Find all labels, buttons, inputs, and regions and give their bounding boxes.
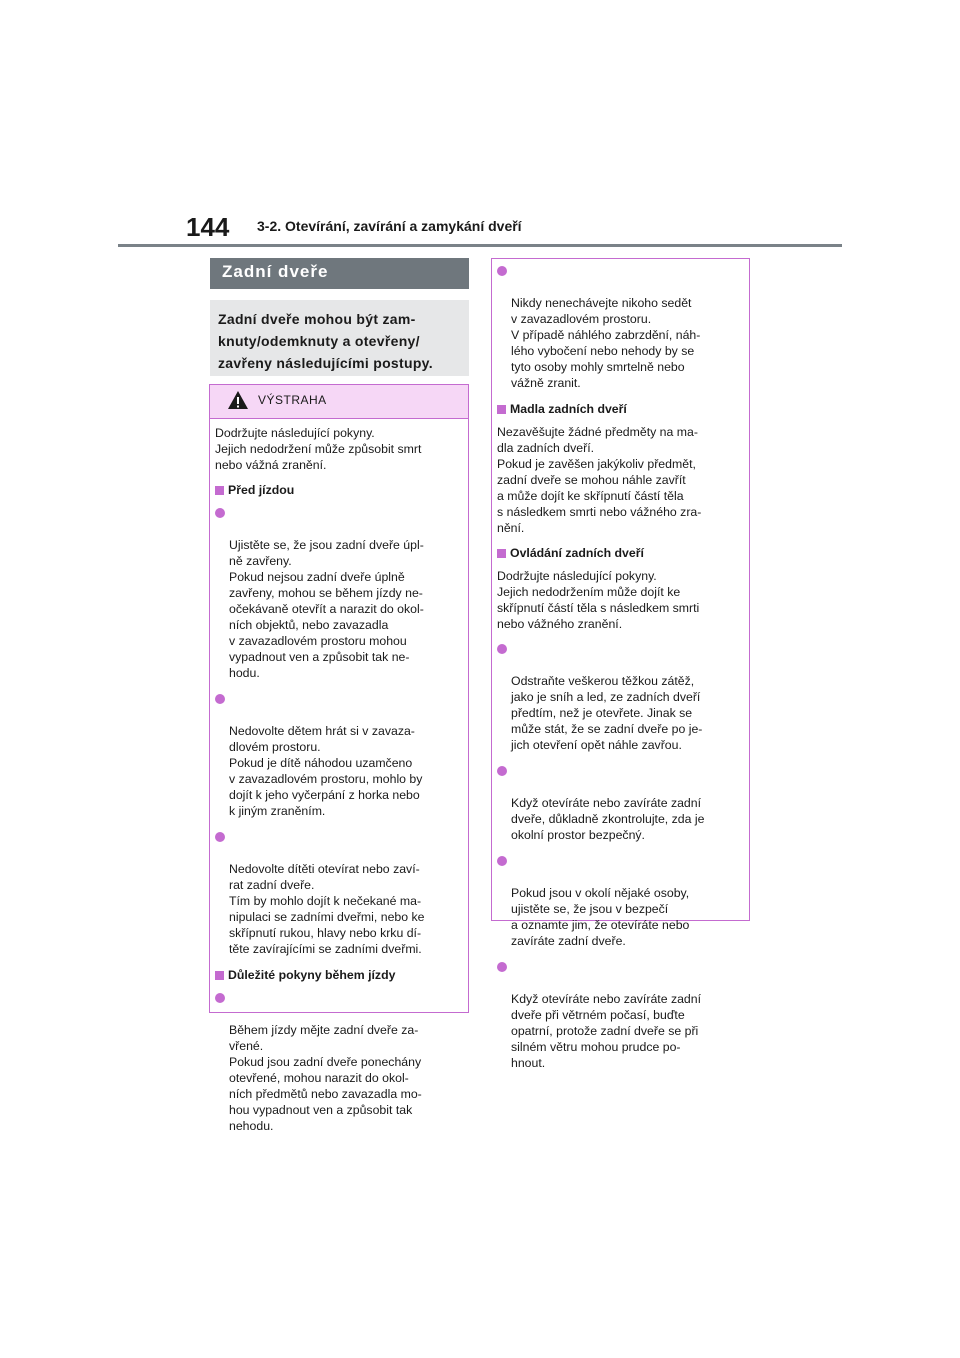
warning-content-continued: [497, 263, 743, 1081]
heading-text: Před jízdou: [228, 483, 295, 497]
header-divider: [118, 244, 842, 247]
section-title-bar: [210, 258, 469, 289]
warning-box: [209, 384, 469, 1133]
list-item-text: Odstraňte veškerou těžkou zátěž, jako je sníh a led, ze zadních dveří předtím, než je otevřete. Jinak se může stát, že se zadní dveře po je- jich otevření opět náhle zavřou.: [511, 674, 703, 752]
heading-text: Ovládání zadních dveří: [510, 546, 644, 560]
operation-text: Dodržujte následující pokyny. Jejich nedodržením může dojít ke skřípnutí částí těla s následkem smrti nebo vážného zranění.: [497, 569, 700, 631]
warning-triangle-icon: [227, 390, 249, 410]
circle-bullet-icon: [497, 644, 507, 654]
list-item: [215, 505, 462, 681]
circle-bullet-icon: [497, 766, 507, 776]
list-item: [215, 990, 462, 1134]
warning-header: [210, 385, 468, 419]
circle-bullet-icon: [215, 508, 225, 518]
circle-bullet-icon: [497, 856, 507, 866]
list-item: [215, 829, 462, 957]
heading-text: Madla zadních dveří: [510, 402, 627, 416]
section-intro: Zadní dveře mohou být zam- knuty/odemknuty a otevřeny/ zavřeny následujícími postupy.: [218, 311, 433, 371]
heading-handles: [497, 401, 743, 417]
warning-box-continued: [491, 258, 750, 1070]
circle-bullet-icon: [215, 694, 225, 704]
warning-label: VÝSTRAHA: [258, 393, 327, 407]
circle-bullet-icon: [497, 266, 507, 276]
list-item: [497, 959, 743, 1071]
list-item-text: Nedovolte dětem hrát si v zavaza- dlovém prostoru. Pokud je dítě náhodou uzamčeno v zavazadlovém prostoru, mohlo by dojít k jeho vyčerpání z horka nebo k jiným zraněním.: [229, 724, 423, 818]
list-item: [497, 763, 743, 843]
circle-bullet-icon: [215, 993, 225, 1003]
circle-bullet-icon: [215, 832, 225, 842]
heading-before-driving: [215, 482, 462, 498]
square-bullet-icon: [497, 405, 506, 414]
list-item: [215, 691, 462, 819]
list-item-text: Ujistěte se, že jsou zadní dveře úpl- ně zavřeny. Pokud nejsou zadní dveře úplně zavřeny, mohou se během jízdy ne- očekávaně otevřít a narazit do okol- ních objektů, nebo zavazadla v zavazadlovém prostoru mohou vypadnout ven a způsobit tak ne- hodu.: [229, 538, 424, 680]
list-item-text: Nikdy nenechávejte nikoho sedět v zavazadlovém prostoru. V případě náhlého zabrzdění, náh- lého vybočení nebo nehody by se tyto osoby mohly smrtelně nebo vážně zranit.: [511, 296, 701, 390]
warning-content: [215, 425, 462, 1144]
list-item-text: Pokud jsou v okolí nějaké osoby, ujistěte se, že jsou v bezpečí a oznamte jim, že otevíráte nebo zavíráte zadní dveře.: [511, 886, 690, 948]
list-item: [497, 263, 743, 391]
list-item-text: Během jízdy mějte zadní dveře za- vřené. Pokud jsou zadní dveře ponechány otevřené, mohou narazit do okol- ních předmětů nebo zavazadla mo- hou vypadnout ven a způsobit tak nehodu.: [229, 1023, 422, 1133]
chapter-title: 3-2. Otevírání, zavírání a zamykání dveří: [257, 218, 522, 234]
circle-bullet-icon: [497, 962, 507, 972]
handles-text: Nezavěšujte žádné předměty na ma- dla zadních dveří. Pokud je zavěšen jakýkoliv předmět, zadní dveře se mohou náhle zavřít a může dojít ke skřípnutí částí těla s následkem smrti nebo vážného zra- nění.: [497, 425, 702, 535]
page-number: 144: [186, 212, 230, 242]
list-item: [497, 853, 743, 949]
square-bullet-icon: [497, 549, 506, 558]
heading-during-driving: [215, 967, 462, 983]
list-item: [497, 641, 743, 753]
section-title: Zadní dveře: [222, 262, 329, 281]
section-intro-box: [210, 300, 469, 376]
square-bullet-icon: [215, 971, 224, 980]
warning-intro: Dodržujte následující pokyny. Jejich nedodržení může způsobit smrt nebo vážná zranění.: [215, 426, 422, 472]
list-item-text: Nedovolte dítěti otevírat nebo zaví- rat zadní dveře. Tím by mohlo dojít k nečekané ma- nipulaci se zadními dveřmi, nebo ke skřípnutí rukou, hlavy nebo krku dí- těte zavírajícími se zadními dveřmi.: [229, 862, 425, 956]
square-bullet-icon: [215, 486, 224, 495]
heading-text: Důležité pokyny během jízdy: [228, 968, 396, 982]
heading-operation: [497, 545, 743, 561]
list-item-text: Když otevíráte nebo zavíráte zadní dveře, důkladně zkontrolujte, zda je okolní prostor bezpečný.: [511, 796, 705, 842]
list-item-text: Když otevíráte nebo zavíráte zadní dveře při větrném počasí, buďte opatrní, protože zadní dveře se při silném větru mohou prudce po- hnout.: [511, 992, 702, 1070]
